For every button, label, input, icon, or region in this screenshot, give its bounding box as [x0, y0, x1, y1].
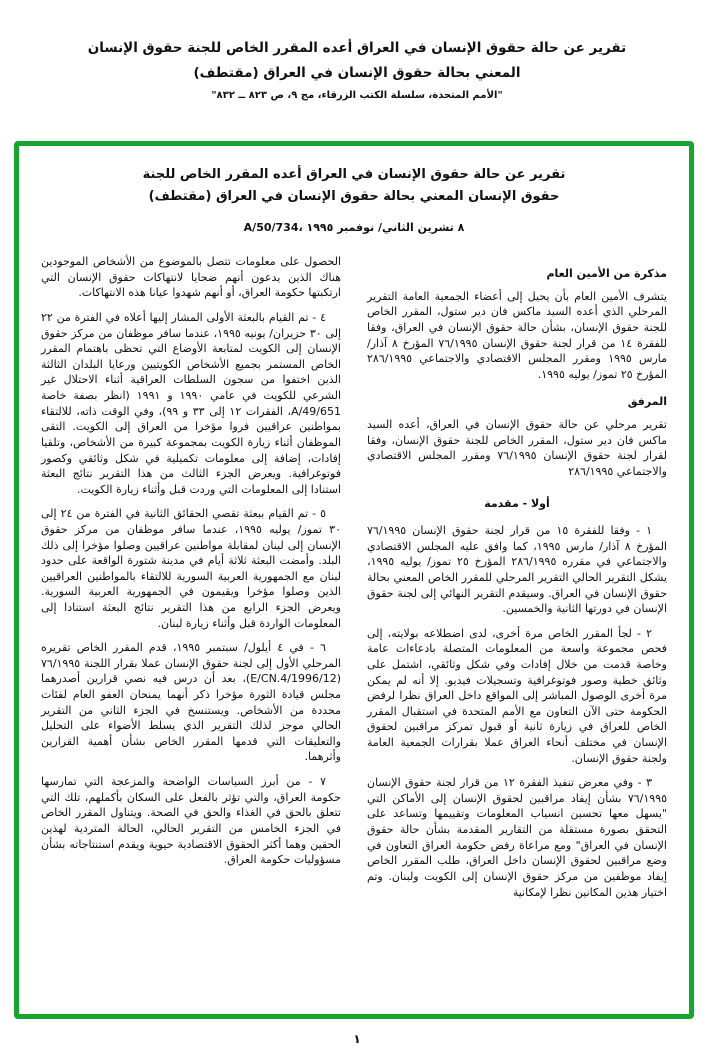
paragraph: الحصول على معلومات تتصل بالموضوع من الأشخاص الموجودين هناك الذين يدعون أنهم ضحايا لانتهاكات حقوق الإنسان التي ارتكبتها حكومة العراق، أو أنهم شهدوا عيانا هذه الانتهاكات.: [41, 255, 341, 300]
paragraph: ٧ - من أبرز السياسات الواضحة والمزعجة التي تمارسها حكومة العراق، والتي تؤثر بالفعل على السكان بأكملهم، تلك التي تتعلق بالحق في الغذاء والحق في الصحة. ويتناول المقرر الخاص في الجزء الخامس من التقرير الحالي، الحالة المتردية لهذين الحقين وهما أكثر الحقوق الاقتصادية حيوية ويقدم استنتاجاته بشأن مسؤوليات حكومة العراق.: [41, 775, 341, 867]
section-heading: المرفق: [627, 395, 667, 409]
header-title-line2: المعني بحالة حقوق الإنسان في العراق (مقتطف): [193, 65, 521, 81]
header-source-citation: "الأمم المتحدة، سلسلة الكتب الزرقاء، مج ٩، ص ٨٢٣ ــ ٨٣٢": [211, 90, 503, 101]
column-left: [41, 254, 341, 909]
document-header: [0, 40, 714, 101]
paragraph: ٤ - تم القيام بالبعثة الأولى المشار إليها أعلاه في الفترة من ٢٢ إلى ٣٠ حزيران/ يونيه ١٩٩٥، عندما سافر موظفان من مركز حقوق الإنسان إلى الكويت لمتابعة الأوضاع التي تحظى باهتمام المقرر الخاص المستمر بجميع الأشخاص الكويتيين ورعايا البلدان الثالثة الذين اختفوا من سجون السلطات العراقية أثناء الاحتلال غير الشرعي للكويت في عامي ١٩٩٠ و ١٩٩١ (انظر بصفة خاصة A/49/651، الفقرات ١٢ إلى ٣٣ و ٩٩)، وفي الوقت ذاته، للالتقاء بمواطنين عراقيين فروا مؤخرا من العراق إلى الكويت. التقى الموظفان أثناء زيارة الكويت بمجموعة كبيرة من الأشخاص، وتلقيا إفادات، إضافة إلى معلومات تكميلية في شكل وثائقي وكصور فوتوغرافية. ويعرض الجزء الثالث من هذا التقرير نتائج البعثة استنادا إلى المعلومات التي وردت قبل وأثناء زيارة الكويت.: [41, 311, 342, 496]
paragraph: ٥ - تم القيام ببعثة تقصي الحقائق الثانية في الفترة من ٢٤ إلى ٣٠ تموز/ يوليه ١٩٩٥، عندما سافر موظفان من مركز حقوق الإنسان إلى لبنان لمقابلة مواطنين عراقيين وصلوا مؤخرا إلى ذلك البلد. وأمضت البعثة ثلاثة أيام في مدينة شتورة الواقعة على حدود لبنان مع الجمهورية العربية السورية للالتقاء بالمواطنين العراقيين الذين وصلوا مؤخرا ويقيمون في الجمهورية العربية السورية. ويعرض الجزء الرابع من هذا التقرير نتائج البعثة استنادا إلى المعلومات الواردة قبل وأثناء زيارة لبنان.: [41, 507, 341, 630]
report-excerpt-box: [14, 141, 694, 1019]
section-heading: مذكرة من الأمين العام: [546, 267, 667, 281]
document-reference: A/50/734، ٨ تشرين الثاني/ نوفمبر ١٩٩٥: [243, 221, 465, 235]
box-title: [41, 164, 667, 208]
paragraph: ٢ - لجأ المقرر الخاص مرة أخرى، لدى اضطلاعه بولايته، إلى فحص مجموعة واسعة من المعلومات المتصلة بادعاءات عامة وخاصة قدمت من خلال إفادات وفي شكل وثائقي، اشتمل على وثائق خطية وصور فوتوغرافية وتسجيلات فيديو. إلا أنه لم يمكن مرة أخرى الوصول المباشر إلى المواقع داخل العراق نظرا لرفض الحكومة حتى الآن التعاون مع الأمم المتحدة في استقبال المقرر الخاص للعراق في زيارة ثانية أو قبول تمركز مراقبين لحقوق الإنسان في مختلف أنحاء العراق عملا بقرارات الجمعية العامة ولجنة حقوق الإنسان.: [367, 626, 667, 765]
paragraph: ١ - وفقا للفقرة ١٥ من قرار لجنة حقوق الإنسان ٧٦/١٩٩٥ المؤرخ ٨ آذار/ مارس ١٩٩٥، كما وافق عليه المجلس الاقتصادي والاجتماعي في مقرره ٢٨٦/١٩٩٥ المؤرخ ٢٥ تموز/ يوليه ١٩٩٥، يشكل التقرير الحالي التقرير المرحلي للمقرر الخاص المعني بحالة حقوق الإنسان في العراق. وسيقدم التقرير النهائي إلى لجنة حقوق الإنسان في دورتها الثانية والخمسين.: [367, 524, 667, 616]
two-column-body: [41, 254, 667, 909]
box-title-line1: تقرير عن حالة حقوق الإنسان في العراق أعده المقرر الخاص للجنة: [142, 167, 566, 182]
column-right: [367, 254, 667, 909]
paragraph: ٣ - وفي معرض تنفيذ الفقرة ١٢ من قرار لجنة حقوق الإنسان ٧٦/١٩٩٥ بشأن إيفاد مراقبين لحقوق الإنسان إلى الأماكن التي "يسهل معها تحسين انسياب المعلومات وتقييمها وتساعد على التحقق بصورة مستقلة من التقارير المقدمة بشأن حالة حقوق الإنسان في العراق" ومع مراعاة رفض حكومة العراق التعاون في وضع مراقبين لحقوق الإنسان داخل العراق، طلب المقرر الخاص إيفاد موظفين من مركز حقوق الإنسان إلى الكويت ولبنان. وتم اختيار هذين المكانين نظرا لإمكانية: [367, 776, 667, 899]
paragraph: يتشرف الأمين العام بأن يحيل إلى أعضاء الجمعية العامة التقرير المرحلي الذي أعده السيد ماكس فان دير ستول، المقرر الخاص للجنة حقوق الإنسان، بشأن حالة حقوق الإنسان في العراق، وفقا للفقرة ١٤ من قرار لجنة حقوق الإنسان ٧٦/١٩٩٥ المؤرخ ٨ آذار/ مارس ١٩٩٥ ومقرر المجلس الاقتصادي والاجتماعي ٢٨٦/١٩٩٥ المؤرخ ٢٥ تموز/ يوليه ١٩٩٥.: [367, 289, 668, 381]
section-heading-centered: أولا - مقدمة: [484, 496, 550, 510]
header-title-line1: تقرير عن حالة حقوق الإنسان في العراق أعده المقرر الخاص للجنة حقوق الإنسان: [87, 40, 627, 56]
page-number: ١: [353, 1032, 361, 1046]
paragraph: تقرير مرحلي عن حالة حقوق الإنسان في العراق، أعده السيد ماكس فان دير ستول، المقرر الخاص للجنة حقوق الإنسان، وفقا لقرار لجنة حقوق الإنسان ٧٦/١٩٩٥ ومقرر المجلس الاقتصادي والاجتماعي ٢٨٦/١٩٩٥: [367, 418, 667, 478]
paragraph: ٦ - في ٤ أيلول/ سبتمبر ١٩٩٥، قدم المقرر الخاص تقريره المرحلي الأول إلى لجنة حقوق الإنسان عملا بقرار اللجنة ٧٦/١٩٩٥ (E/CN.4/1996/12)، بعد أن درس فيه نصي قرارين أصدرهما مجلس قيادة الثورة مؤخرا ذكر أنهما يمنحان العفو العام لفئات محددة من الأشخاص. ويستنسخ في الجزء الثاني من التقرير الحالي موجز لذلك التقرير الذي يسلط الأضواء على التحليل والتعليقات التي قدمها المقرر الخاص بشأن أهمية القرارين وأثرهما.: [41, 641, 341, 764]
box-title-line2: حقوق الإنسان المعني بحالة حقوق الإنسان في العراق (مقتطف): [148, 189, 560, 205]
